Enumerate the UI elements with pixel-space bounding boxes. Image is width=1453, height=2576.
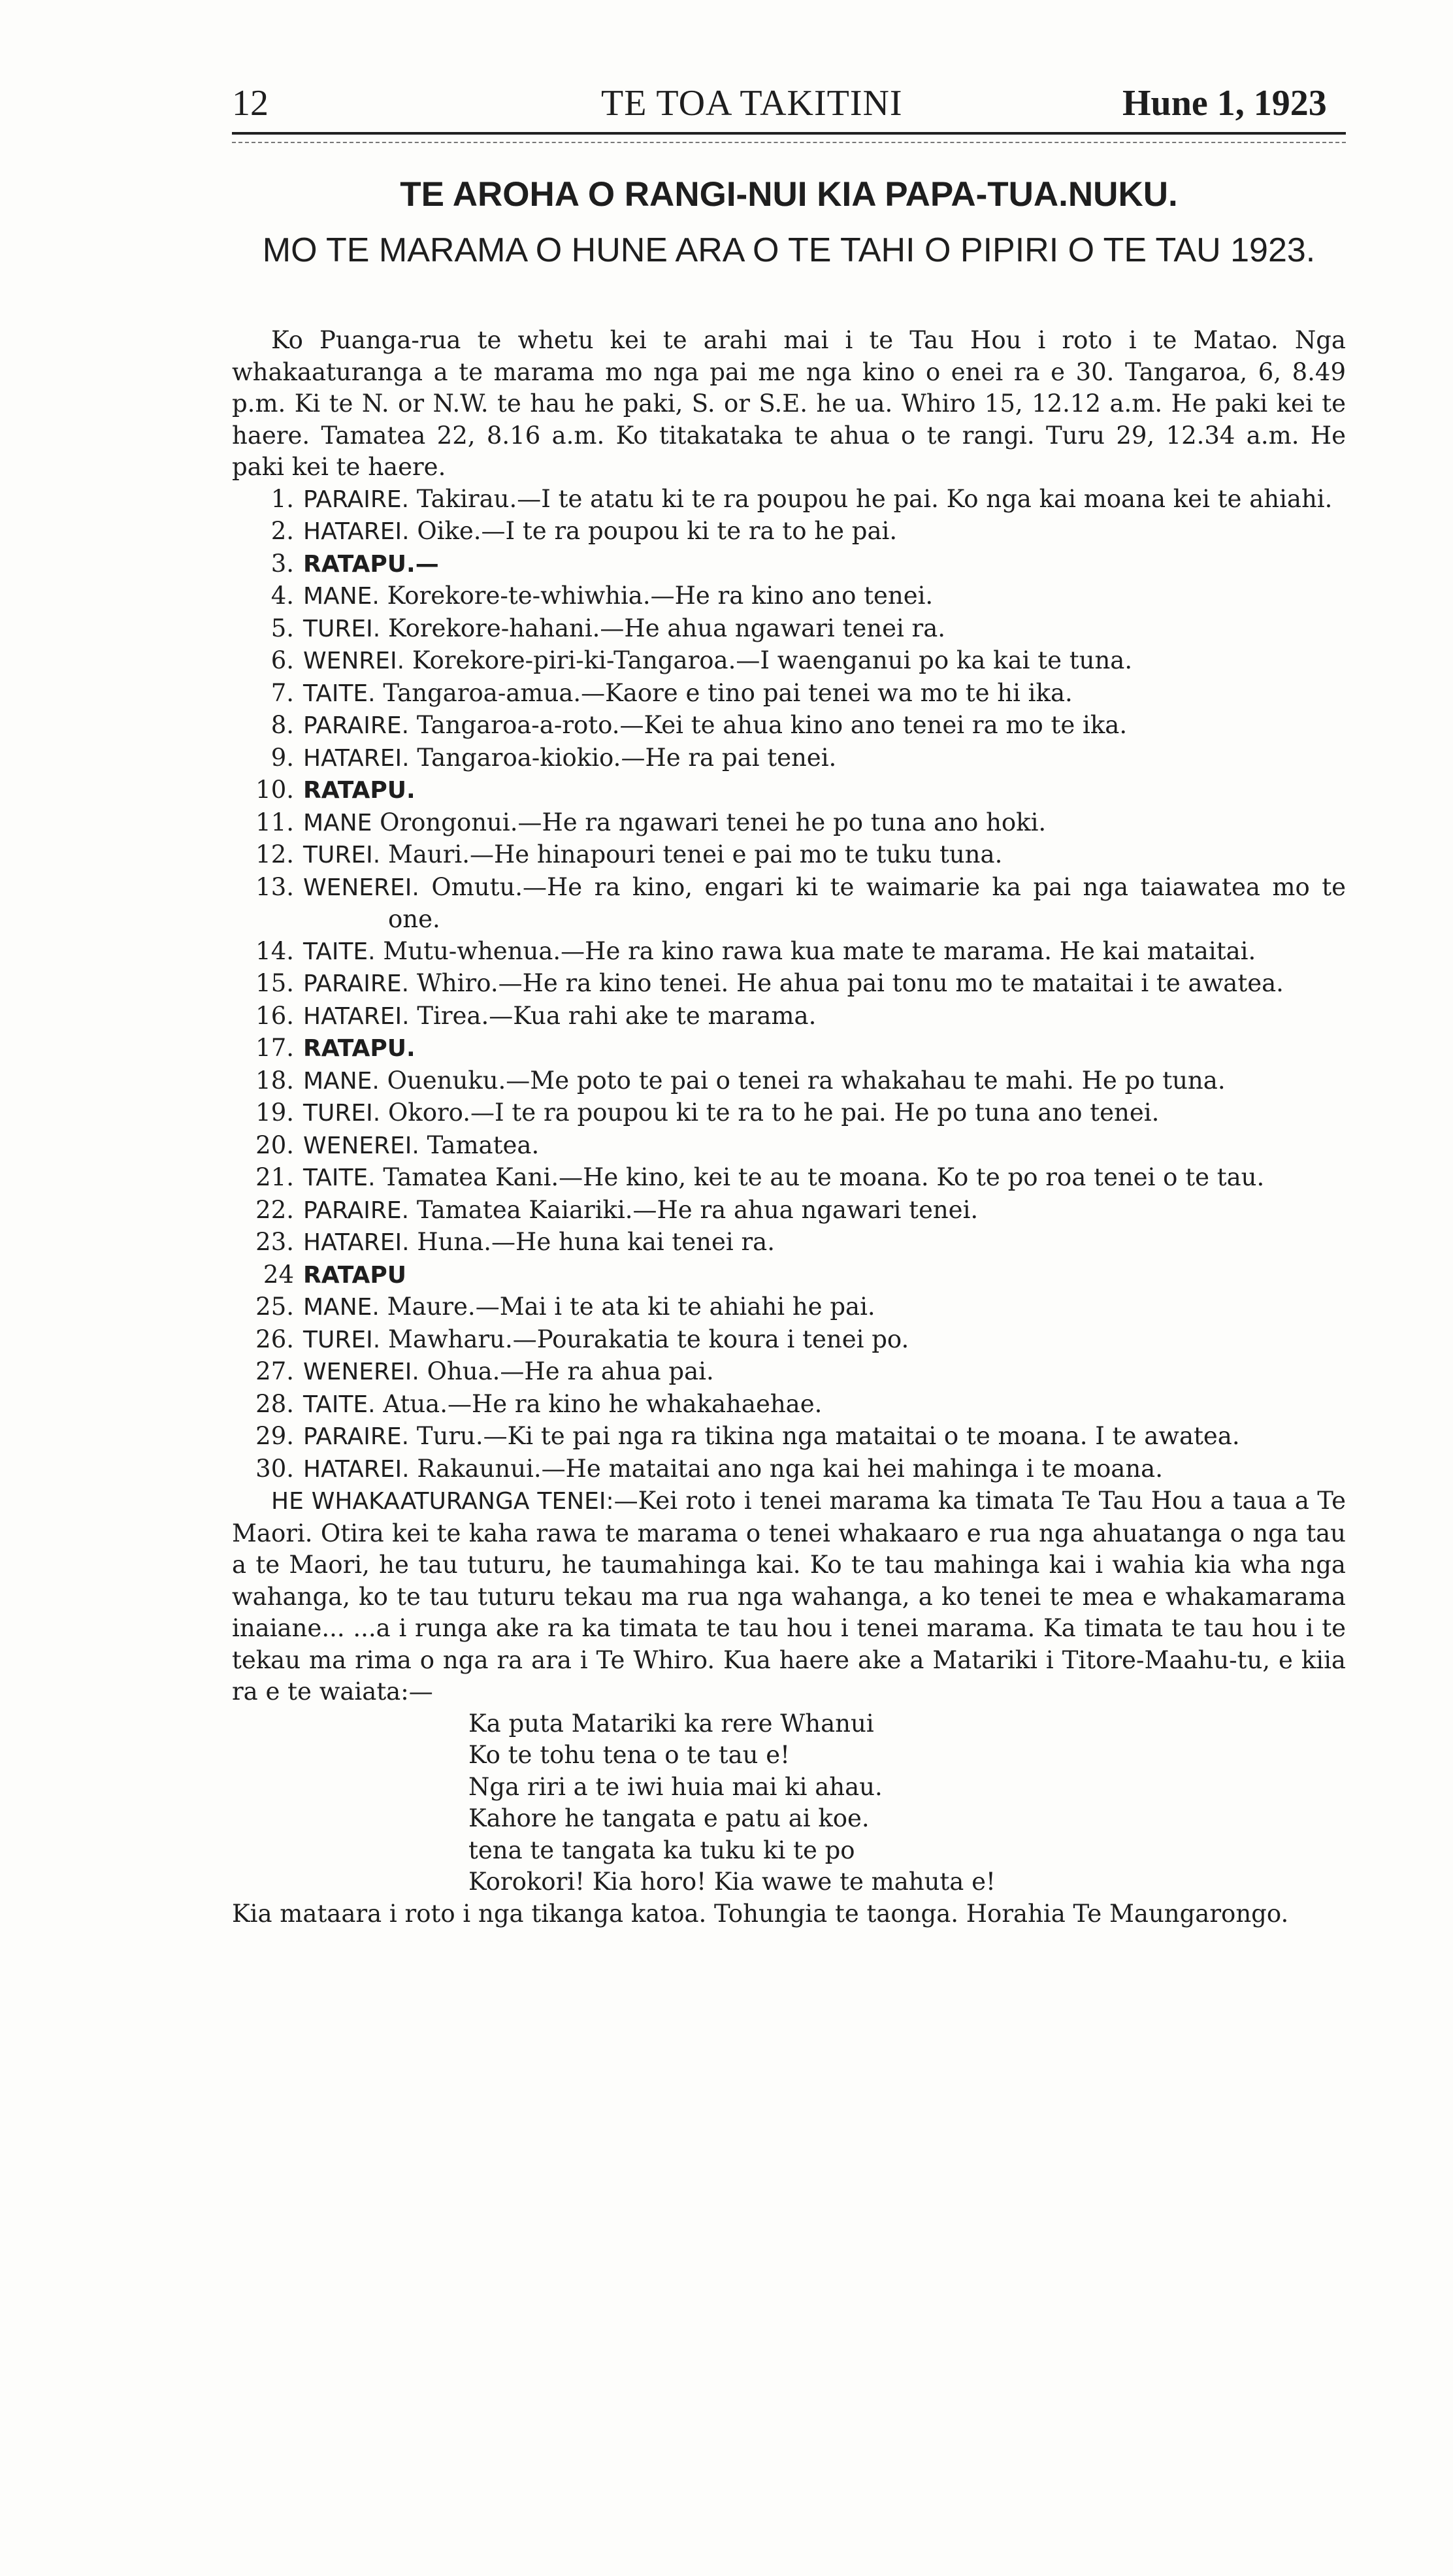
day-entry <box>232 1000 1346 1033</box>
day-text <box>303 1065 1346 1098</box>
day-description: Tangaroa-amua.—Kaore e tino pai tenei wa mo te hi ika. <box>383 678 1073 707</box>
day-number: 1. <box>270 484 294 513</box>
day-name: WENEREI. <box>303 1359 419 1385</box>
day-text <box>303 580 1346 613</box>
day-description: Ouenuku.—Me poto te pai o tenei ra whakahau te mahi. He po tuna. <box>387 1066 1226 1095</box>
day-number: 5. <box>270 614 294 642</box>
day-entry <box>232 968 1346 1000</box>
day-number: 20. <box>255 1131 294 1159</box>
day-number: 22. <box>255 1195 294 1224</box>
day-number: 11. <box>255 808 294 836</box>
day-text <box>303 936 1346 968</box>
day-entry <box>232 1324 1346 1357</box>
poem-line: Nga riri a te iwi huia mai ki ahau. <box>468 1772 883 1801</box>
header-rule-dashed <box>232 142 1346 143</box>
day-name: RATAPU. <box>303 777 416 804</box>
day-name: HATAREI. <box>303 1002 410 1030</box>
day-text <box>303 645 1346 678</box>
day-description: Mutu-whenua.—He ra kino rawa kua mate te marama. He kai mataitai. <box>383 936 1256 965</box>
day-name: HATAREI. <box>303 744 410 772</box>
day-name: WENEREI. <box>303 1132 419 1159</box>
day-name: RATAPU.— <box>303 550 439 578</box>
waiata-poem <box>232 1708 1346 1898</box>
day-number: 12. <box>255 840 294 868</box>
day-name: TAITE. <box>303 1391 376 1418</box>
day-text <box>303 839 1346 872</box>
day-text <box>303 1453 1346 1486</box>
article-body <box>232 325 1346 1930</box>
day-entry <box>232 484 1346 516</box>
day-name: MANE. <box>303 1294 380 1321</box>
day-number: 15. <box>255 969 294 997</box>
day-text <box>303 774 1346 807</box>
day-description: Oike.—I te ra poupou ki te ra to he pai. <box>417 517 898 545</box>
day-number: 21. <box>255 1163 294 1191</box>
day-entry <box>232 548 1346 581</box>
article-title: TE AROHA O RANGI-NUI KIA PAPA-TUA.NUKU. <box>400 175 1178 214</box>
day-description: Orongonui.—He ra ngawari tenei he po tuna ano hoki. <box>380 808 1047 836</box>
final-paragraph: Kia mataara i roto i nga tikanga katoa. Tohungia te taonga. Horahia Te Maungarongo. <box>232 1899 1289 1928</box>
day-name: TAITE. <box>303 680 376 707</box>
day-description: Tangaroa-a-roto.—Kei te ahua kino ano tenei ra mo te ika. <box>416 711 1128 739</box>
day-entry <box>232 936 1346 968</box>
closing-lead: HE WHAKAATURANGA TENEI: <box>271 1488 614 1515</box>
day-entry <box>232 1259 1346 1292</box>
day-name: MANE <box>303 809 372 836</box>
day-description: Korekore-piri-ki-Tangaroa.—I waenganui po ka kai te tuna. <box>412 646 1133 674</box>
day-description: Tangaroa-kiokio.—He ra pai tenei. <box>417 743 837 772</box>
day-number: 3. <box>270 549 294 578</box>
day-description: Korekore-hahani.—He ahua ngawari tenei ra. <box>387 614 946 642</box>
day-number: 6. <box>270 646 294 674</box>
day-entry <box>232 580 1346 613</box>
day-number: 28. <box>255 1389 294 1418</box>
day-text <box>303 1162 1346 1195</box>
day-number: 26. <box>255 1325 294 1353</box>
day-entry <box>232 1097 1346 1130</box>
day-number: 4. <box>270 582 294 610</box>
day-number: 9. <box>270 743 294 772</box>
day-entry <box>232 1291 1346 1324</box>
day-number: 14. <box>255 936 294 965</box>
poem-line: tena te tangata ka tuku ki te po <box>468 1836 855 1864</box>
day-text <box>303 742 1346 775</box>
publication-title: TE TOA TAKITINI <box>601 83 903 124</box>
day-entry <box>232 807 1346 840</box>
day-description: Korekore-te-whiwhia.—He ra kino ano tenei. <box>387 582 934 610</box>
day-text <box>303 710 1346 742</box>
day-description: Ohua.—He ra ahua pai. <box>427 1357 714 1385</box>
day-name: RATAPU <box>303 1261 407 1289</box>
day-number: 24 <box>263 1260 294 1289</box>
day-description: Omutu.—He ra kino, engari ki te waimarie ka pai nga taiawatea mo te one. <box>388 872 1347 933</box>
day-number: 18. <box>255 1066 294 1095</box>
day-entry <box>232 1356 1346 1389</box>
day-text <box>303 484 1346 516</box>
day-number: 17. <box>255 1034 294 1062</box>
day-name: HATAREI. <box>303 518 410 545</box>
day-text <box>303 548 1346 581</box>
day-description: Tirea.—Kua rahi ake te marama. <box>417 1001 817 1030</box>
day-entry <box>232 1389 1346 1421</box>
day-entry <box>232 1421 1346 1453</box>
day-description: Tamatea Kaiariki.—He ra ahua ngawari tenei. <box>416 1195 979 1224</box>
day-description: Tamatea. <box>427 1131 540 1159</box>
day-number: 2. <box>270 517 294 545</box>
day-description: Mauri.—He hinapouri tenei e pai mo te tuku tuna. <box>387 840 1003 868</box>
day-text <box>303 1324 1346 1357</box>
day-name: MANE. <box>303 1067 380 1095</box>
day-description: Whiro.—He ra kino tenei. He ahua pai tonu mo te mataitai i te awatea. <box>416 969 1284 997</box>
day-entry <box>232 1130 1346 1163</box>
day-entry <box>232 645 1346 678</box>
day-name: WENEREI. <box>303 874 419 901</box>
day-name: TUREI. <box>303 842 381 868</box>
day-description: Mawharu.—Pourakatia te koura i tenei po. <box>387 1325 909 1353</box>
poem-line: Korokori! Kia horo! Kia wawe te mahuta e! <box>468 1868 996 1896</box>
day-entry <box>232 1453 1346 1486</box>
day-entry <box>232 1227 1346 1259</box>
day-text <box>303 1356 1346 1389</box>
day-description: Atua.—He ra kino he whakahaehae. <box>383 1389 823 1418</box>
day-entry <box>232 710 1346 742</box>
poem-line: Kahore he tangata e patu ai koe. <box>468 1804 870 1832</box>
article-subtitle: MO TE MARAMA O HUNE ARA O TE TAHI O PIPIRI O TE TAU 1923. <box>262 231 1316 269</box>
day-name: TAITE. <box>303 1164 376 1191</box>
day-number: 19. <box>255 1098 294 1127</box>
day-entry <box>232 678 1346 710</box>
poem-line: Ko te tohu tena o te tau e! <box>468 1741 791 1769</box>
day-text <box>303 1130 1346 1163</box>
day-name: WENREI. <box>303 648 405 674</box>
day-entry <box>232 742 1346 775</box>
day-description: Maure.—Mai i te ata ki te ahiahi he pai. <box>387 1293 875 1321</box>
day-name: PARAIRE. <box>303 970 410 997</box>
day-text <box>303 1389 1346 1421</box>
day-number: 23. <box>255 1228 294 1256</box>
day-name: HATAREI. <box>303 1229 410 1256</box>
day-text <box>303 678 1346 710</box>
day-name: TUREI. <box>303 615 381 642</box>
day-name: PARAIRE. <box>303 486 410 513</box>
day-number: 8. <box>270 711 294 739</box>
issue-date: Hune 1, 1923 <box>1122 83 1327 124</box>
day-description: Tamatea Kani.—He kino, kei te au te moana. Ko te po roa tenei o te tau. <box>383 1163 1265 1191</box>
day-description: Huna.—He huna kai tenei ra. <box>417 1228 775 1256</box>
day-text <box>303 1259 1346 1292</box>
intro-paragraph: Ko Puanga-rua te whetu kei te arahi mai i te Tau Hou i roto i te Matao. Nga whakaaturanga a te marama mo nga pai me nga kino o enei ra e 30. Tangaroa, 6, 8.49 p.m. Ki te N. or N.W. te hau he paki, S. or S.E. he ua. Whiro 15, 12.12 a.m. He paki kei te haere. Tamatea 22, 8.16 a.m. Ko titakataka te ahua o te rangi. Turu 29, 12.34 a.m. He paki kei te haere. <box>232 326 1346 481</box>
day-text <box>303 516 1346 548</box>
day-description: Takirau.—I te atatu ki te ra poupou he pai. Ko nga kai moana kei te ahiahi. <box>416 484 1333 513</box>
header-rule <box>232 132 1346 135</box>
day-entry <box>232 613 1346 646</box>
day-text <box>303 968 1346 1000</box>
page-number: 12 <box>232 83 269 124</box>
day-description: Rakaunui.—He mataitai ano nga kai hei mahinga i te moana. <box>417 1454 1163 1483</box>
closing-text: —Kei roto i tenei marama ka timata Te Tau Hou a taua a Te Maori. Otira kei te kaha rawa te marama o tenei whakaaro e rua nga ahuatanga o nga tau a te Maori, he tau tuturu, he taumahinga kai. Ko te tau mahinga kai i wahia kia wha nga wahanga, ko te tau tuturu tekau ma rua nga wahanga, a ko tenei te mea e whakamarama inaiane... ...a i runga ake ra ka timata te tau hou i tenei marama. Ka timata te tau hou i te tekau ma rima o nga ra ara i Te Whiro. Kua haere ake a Matariki i Titore-Maahu-tu, e kiia ra e te waiata:— <box>232 1487 1346 1706</box>
day-description: Okoro.—I te ra poupou ki te ra to he pai. He po tuna ano tenei. <box>387 1098 1160 1127</box>
day-text <box>303 1032 1346 1065</box>
day-text <box>303 807 1346 840</box>
day-entry <box>232 774 1346 807</box>
day-number: 30. <box>255 1454 294 1483</box>
day-name: HATAREI. <box>303 1455 410 1483</box>
closing-paragraph <box>232 1485 1346 1708</box>
day-number: 10. <box>255 776 294 804</box>
day-name: TUREI. <box>303 1100 381 1127</box>
day-number: 29. <box>255 1422 294 1450</box>
day-entry <box>232 872 1346 936</box>
day-name: MANE. <box>303 583 380 610</box>
day-text <box>303 1097 1346 1130</box>
day-name: RATAPU. <box>303 1035 416 1062</box>
day-name: PARAIRE. <box>303 712 410 739</box>
day-description: Turu.—Ki te pai nga ra tikina nga mataitai o te moana. I te awatea. <box>416 1422 1240 1450</box>
day-text <box>303 1000 1346 1033</box>
day-entry <box>232 1032 1346 1065</box>
day-text <box>303 872 1346 936</box>
day-name: PARAIRE. <box>303 1197 410 1224</box>
day-number: 16. <box>255 1001 294 1030</box>
day-name: TAITE. <box>303 938 376 965</box>
day-list <box>232 484 1346 1486</box>
day-entry <box>232 1065 1346 1098</box>
day-text <box>303 1291 1346 1324</box>
day-entry <box>232 516 1346 548</box>
day-text <box>303 1421 1346 1453</box>
poem-line: Ka puta Matariki ka rere Whanui <box>468 1709 874 1738</box>
day-name: PARAIRE. <box>303 1423 410 1450</box>
day-entry <box>232 839 1346 872</box>
day-number: 27. <box>255 1357 294 1385</box>
day-entry <box>232 1162 1346 1195</box>
day-number: 13. <box>255 872 294 901</box>
day-text <box>303 1227 1346 1259</box>
day-name: TUREI. <box>303 1326 381 1353</box>
day-number: 25. <box>255 1293 294 1321</box>
day-text <box>303 1195 1346 1227</box>
day-entry <box>232 1195 1346 1227</box>
day-text <box>303 613 1346 646</box>
day-number: 7. <box>270 678 294 707</box>
